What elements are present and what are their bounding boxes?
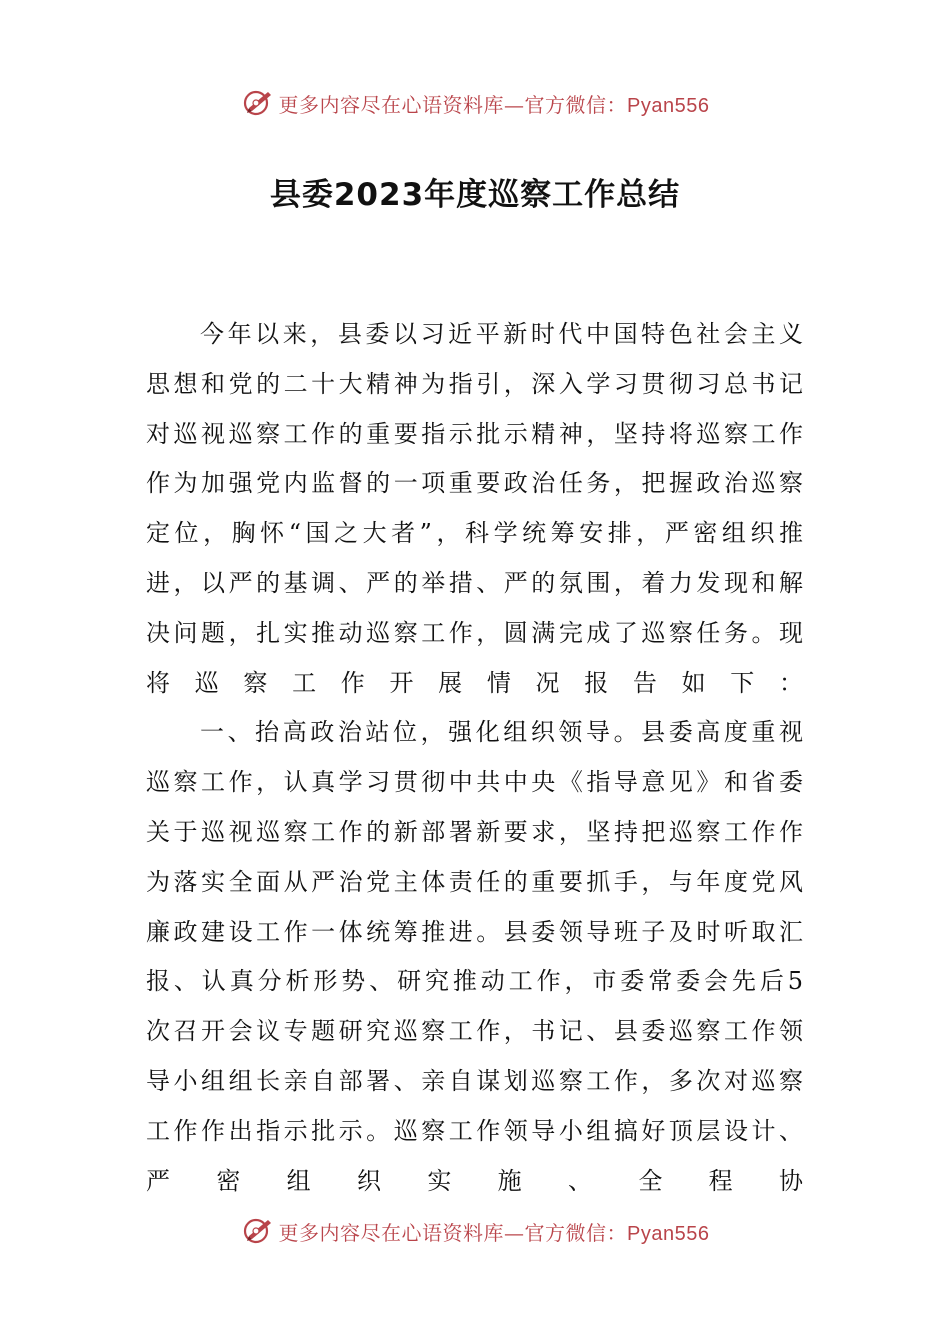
watermark-wechat-id: Pyan556 bbox=[627, 94, 710, 117]
pen-circle-logo-icon bbox=[241, 1214, 275, 1248]
paragraph-intro: 今年以来，县委以习近平新时代中国特色社会主义思想和党的二十大精神为指引，深入学习贯彻习总书记对巡视巡察工作的重要指示批示精神，坚持将巡察工作作为加强党内监督的一项重要政治任务，把握政治巡察定位，胸怀“国之大者”，科学统筹安排，严密组织推进，以严的基调、严的举措、严的氛围，着力发现和解决问题，扎实推动巡察工作，圆满完成了巡察任务。现将巡察工作开展情况报告如下： bbox=[146, 320, 806, 697]
watermark-wechat-id: Pyan556 bbox=[627, 1222, 710, 1245]
paragraph-section-one: 一、抬高政治站位，强化组织领导。县委高度重视巡察工作，认真学习贯彻中共中央《指导意见》和省委关于巡视巡察工作的新部署新要求，坚持把巡察工作作为落实全面从严治党主体责任的重要抓手，与年度党风廉政建设工作一体统筹推进。县委领导班子及时听取汇报、认真分析形势、研究推动工作，市委常委会先后5次召开会议专题研究巡察工作，书记、县委巡察工作领导小组组长亲自部署、亲自谋划巡察工作，多次对巡察工作作出指示批示。巡察工作领导小组搞好顶层设计、严密组织实施、全程协 bbox=[146, 718, 806, 1195]
pen-circle-logo-icon bbox=[241, 86, 275, 120]
watermark-header bbox=[0, 83, 950, 123]
document-title: 县委2023年度巡察工作总结 bbox=[269, 177, 681, 213]
document-body bbox=[146, 310, 806, 1206]
watermark-text: 更多内容尽在心语资料库—官方微信：Pyan556 bbox=[278, 1220, 710, 1245]
watermark-footer bbox=[0, 1211, 950, 1251]
watermark-text: 更多内容尽在心语资料库—官方微信：Pyan556 bbox=[278, 92, 710, 117]
